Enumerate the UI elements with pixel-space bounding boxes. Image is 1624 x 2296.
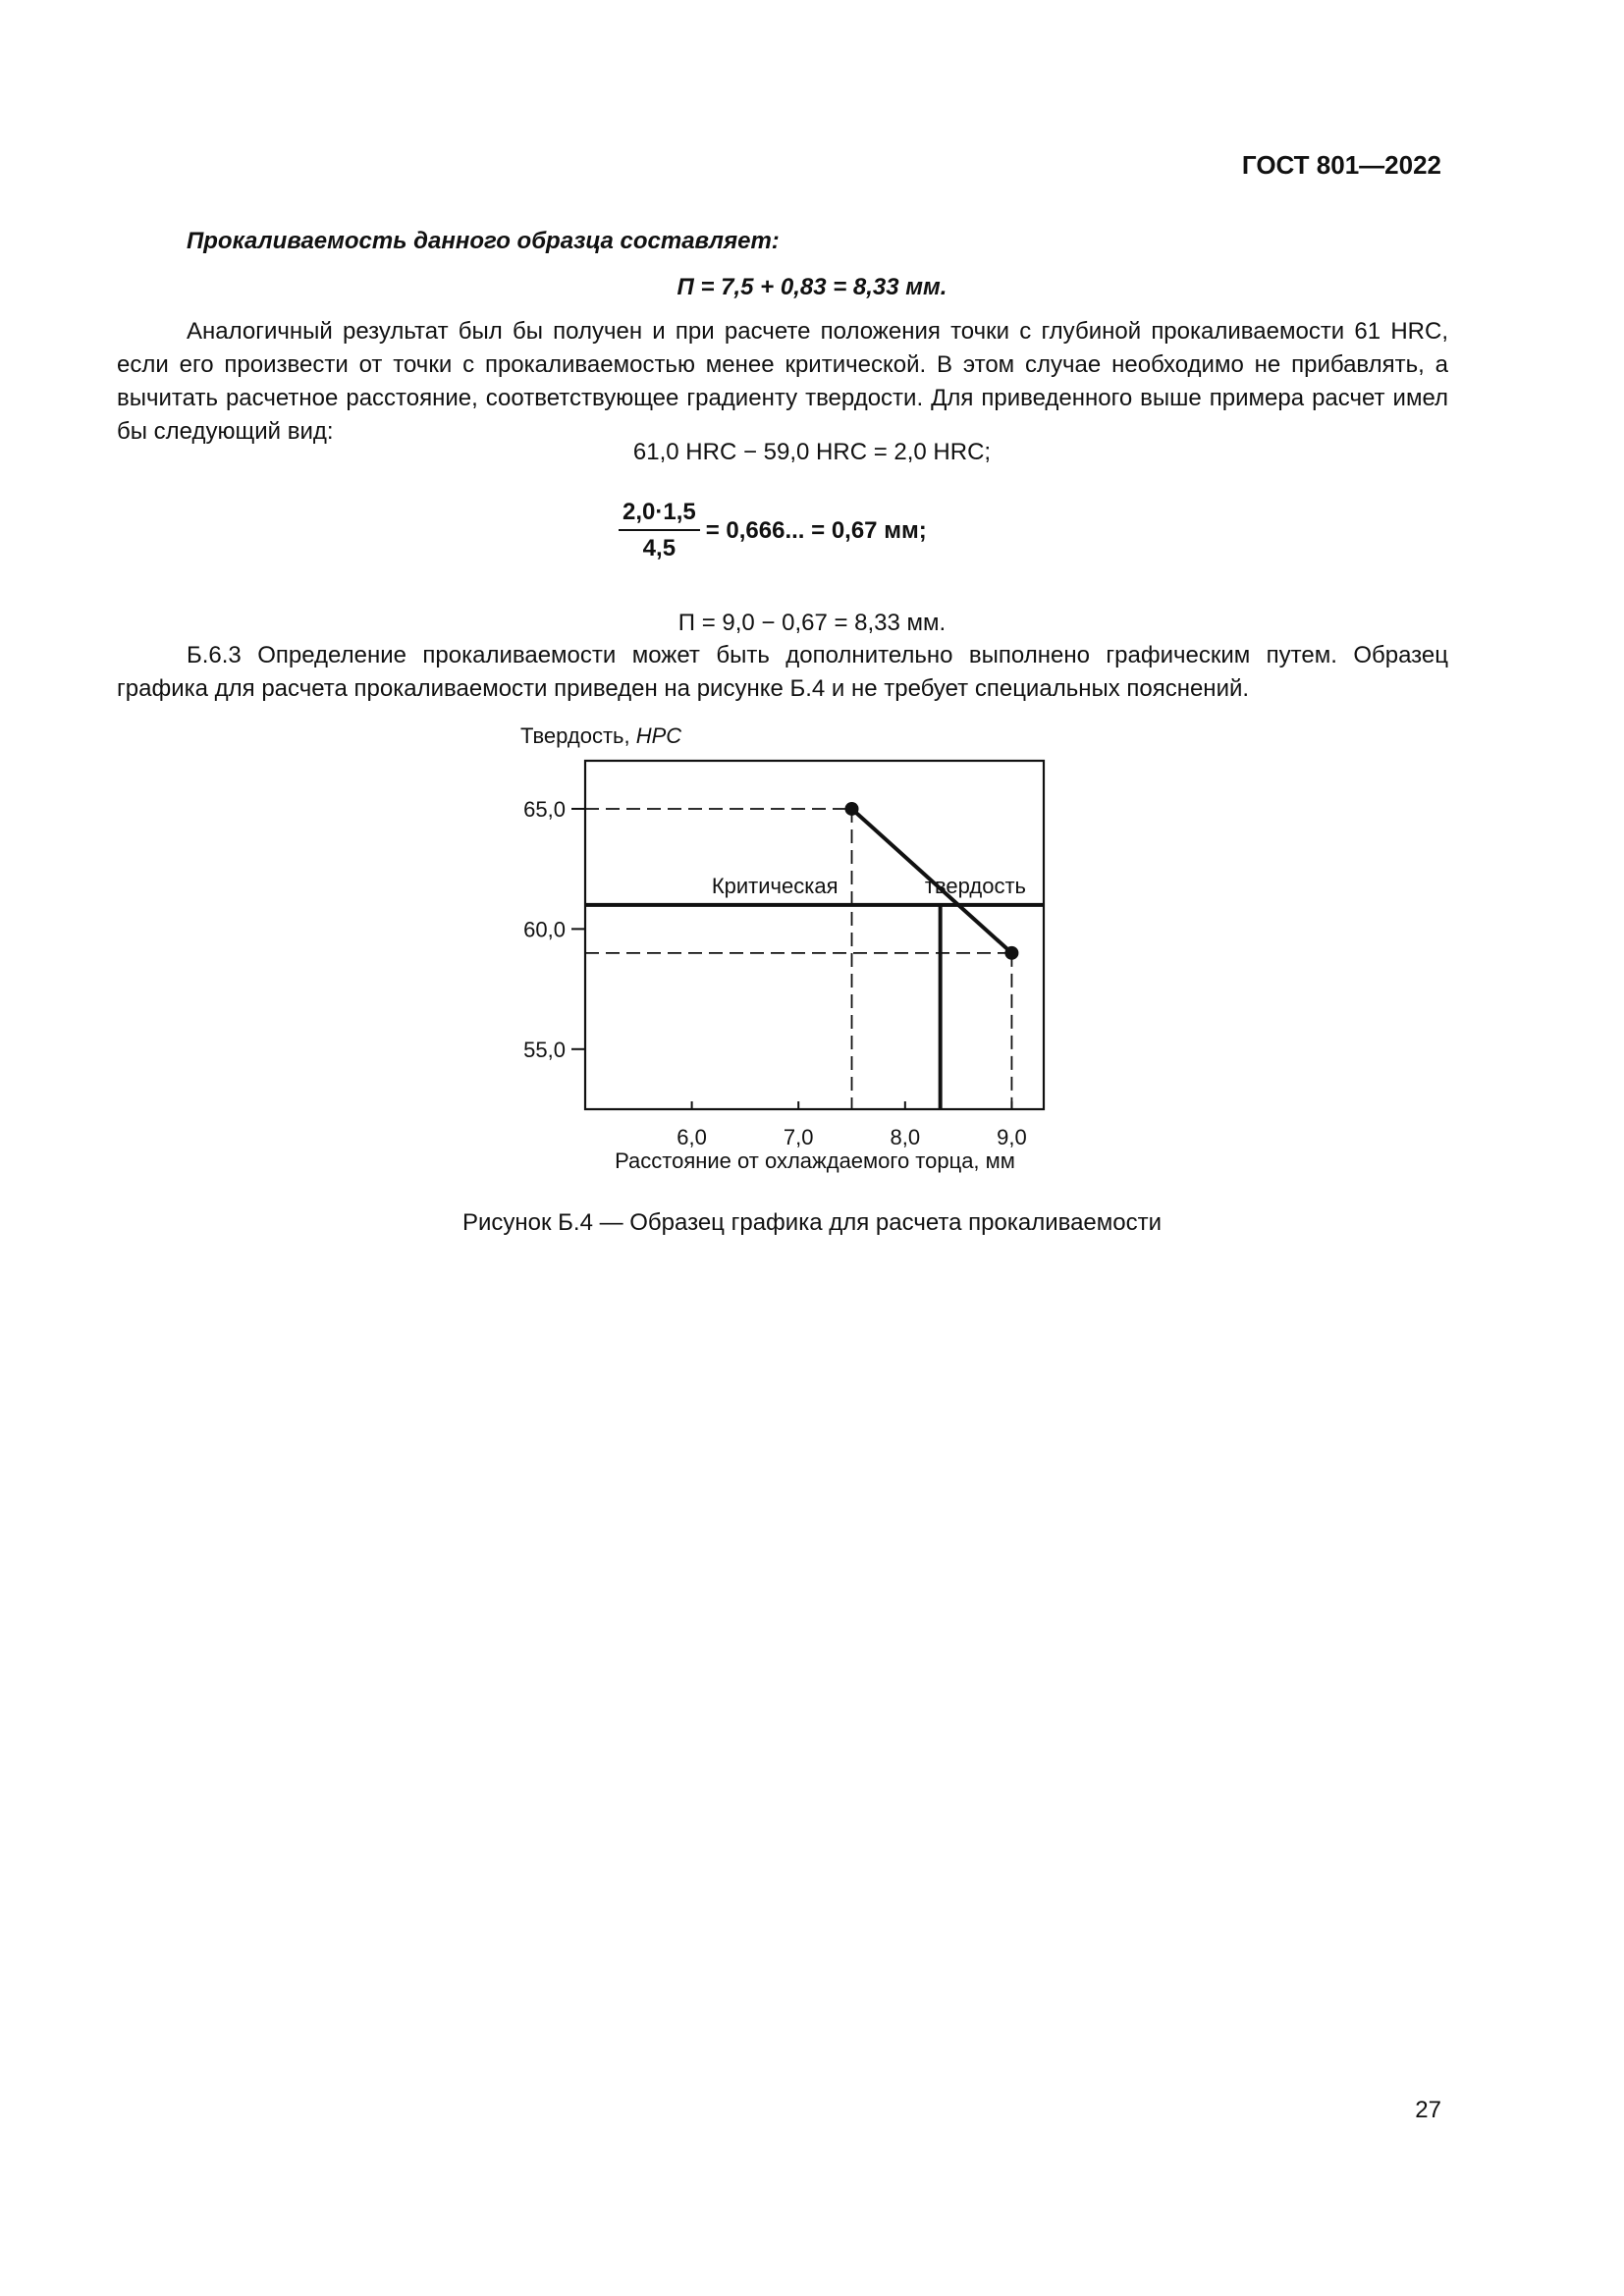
intro-heading: Прокаливаемость данного образца составляет: bbox=[187, 228, 780, 254]
data-point bbox=[845, 802, 859, 816]
paragraph-text: Б.6.3 Определение прокаливаемости может быть дополнительно выполнено графическим путем. Образец графика для расчета прокаливаемости приведен на рисунке Б.4 и не требует специальных пояснений. bbox=[117, 642, 1448, 702]
equation-depth: П = 9,0 − 0,67 = 8,33 мм. bbox=[677, 610, 947, 636]
figure-caption: Рисунок Б.4 — Образец графика для расчета прокаливаемости bbox=[461, 1209, 1163, 1236]
hardenability-chart bbox=[501, 717, 1070, 1193]
fraction-result: = 0,666... = 0,67 мм; bbox=[705, 516, 927, 544]
y-tick-label: 60,0 bbox=[523, 917, 566, 942]
y-axis-label-text: Твердость, bbox=[520, 723, 636, 748]
x-tick-label: 8,0 bbox=[890, 1125, 921, 1149]
paragraph-graphical-method bbox=[117, 639, 1448, 706]
data-point bbox=[1004, 946, 1018, 960]
fraction bbox=[619, 499, 700, 562]
critical-label-left: Критическая bbox=[711, 873, 839, 898]
critical-label-right: твердость bbox=[924, 873, 1026, 898]
result-formula: П = 7,5 + 0,83 = 8,33 мм. bbox=[677, 274, 947, 300]
x-axis-label: Расстояние от охлаждаемого торца, мм bbox=[615, 1148, 1015, 1173]
y-tick-label: 65,0 bbox=[523, 796, 566, 822]
x-tick-label: 6,0 bbox=[677, 1125, 707, 1149]
chart-svg bbox=[501, 717, 1070, 1188]
y-axis-label bbox=[520, 723, 681, 748]
page-number: 27 bbox=[1415, 2097, 1441, 2123]
fraction-equation bbox=[619, 499, 927, 562]
paragraph-analogous-result bbox=[117, 315, 1448, 449]
x-tick-label: 7,0 bbox=[783, 1125, 814, 1149]
plot-frame bbox=[585, 761, 1044, 1109]
fraction-numerator: 2,0·1,5 bbox=[619, 499, 700, 531]
chart-layer bbox=[523, 797, 1044, 1149]
fraction-denominator: 4,5 bbox=[642, 535, 677, 561]
document-header: ГОСТ 801—2022 bbox=[1241, 150, 1441, 180]
y-axis-label-unit: НРС bbox=[635, 723, 682, 748]
x-tick-label: 9,0 bbox=[997, 1125, 1027, 1149]
paragraph-text: Аналогичный результат был бы получен и при расчете положения точки с глубиной прокаливаемости 61 HRC, если его произвести от точки с прокаливаемостью менее критической. В этом случае необходимо не прибавлять, а вычитать расчетное расстояние, соответствующее градиенту твердости. Для приведенного выше примера расчет имел бы следующий вид: bbox=[117, 318, 1448, 445]
y-tick-label: 55,0 bbox=[523, 1037, 566, 1062]
equation-hardness-diff: 61,0 HRC − 59,0 HRC = 2,0 HRC; bbox=[632, 439, 992, 465]
